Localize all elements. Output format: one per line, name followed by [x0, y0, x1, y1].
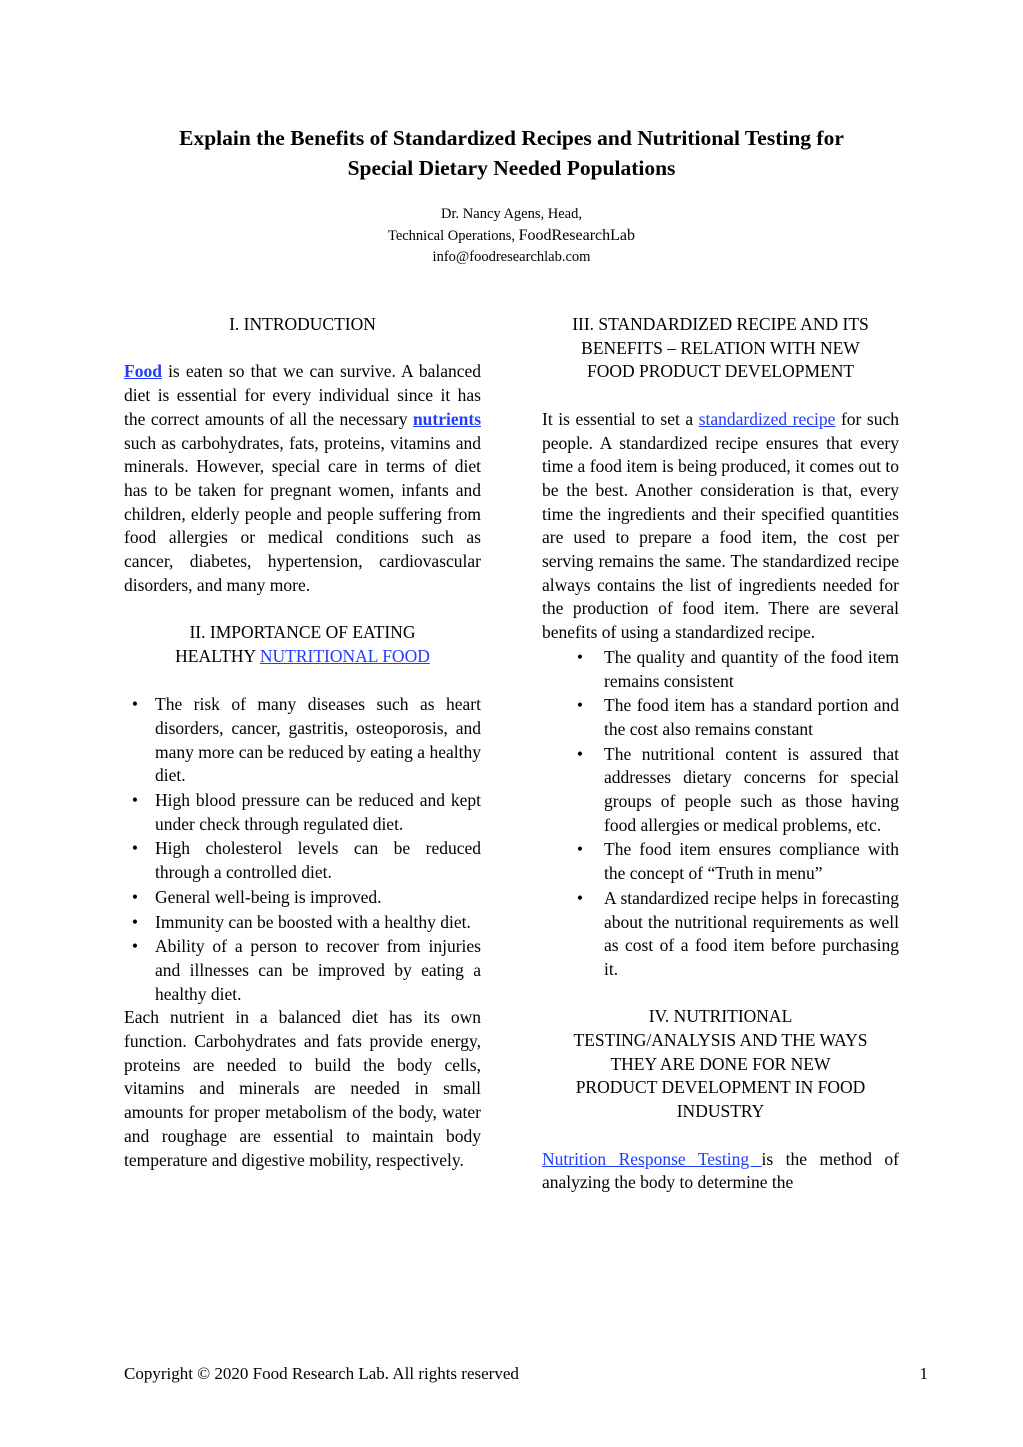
author-org: FoodResearchLab — [518, 227, 636, 244]
bullet-icon: • — [131, 790, 139, 811]
nutrition-response-testing-link[interactable]: Nutrition Response Testing — [542, 1148, 762, 1169]
testing-heading-line-3: THEY ARE DONE FOR NEW — [610, 1053, 831, 1074]
standardized-recipe-link[interactable]: standardized recipe — [698, 408, 836, 429]
list-item: • Immunity can be boosted with a healthy diet. — [124, 911, 481, 935]
section-heading-standardized-recipe — [542, 313, 899, 384]
list-item: • The food item has a standard portion and the cost also remains constant — [542, 694, 899, 741]
document-title — [90, 123, 933, 183]
nutrients-link[interactable]: nutrients — [412, 408, 481, 429]
copyright-text: Copyright © 2020 Food Research Lab. All rights reserved — [124, 1364, 519, 1383]
importance-bullet-list — [124, 693, 481, 1006]
bullet-icon: • — [576, 743, 584, 764]
bullet-icon: • — [131, 936, 139, 957]
bullet-icon: • — [131, 911, 139, 932]
page-number: 1 — [919, 1364, 928, 1383]
standardized-text-1: It is essential to set a — [542, 408, 699, 429]
intro-text-2: such as carbohydrates, fats, proteins, vitamins and minerals. However, special care in terms of diet has to be taken for pregnant women, infants and children, elderly people and people suffering from food allergies or medical conditions such as cancer, diabetes, hypertension, cardiovascular disorders, and many more. — [124, 432, 481, 595]
author-block — [200, 204, 823, 268]
page-footer — [124, 1363, 928, 1385]
introduction-paragraph — [124, 360, 481, 597]
title-line-2: Special Dietary Needed Populations — [347, 156, 676, 180]
standardized-paragraph — [542, 408, 899, 645]
section-heading-introduction: I. INTRODUCTION — [229, 314, 376, 334]
list-item: • A standardized recipe helps in forecasting about the nutritional requirements as well as cost of a food item before purchasing it. — [542, 887, 899, 982]
list-item: • Ability of a person to recover from injuries and illnesses can be improved by eating a healthy diet. — [124, 935, 481, 1006]
testing-paragraph — [542, 1148, 899, 1195]
author-affiliation — [200, 225, 823, 247]
list-item: • General well-being is improved. — [124, 886, 481, 910]
author-role: Technical Operations, — [387, 228, 519, 244]
testing-heading-line-5: INDUSTRY — [676, 1101, 765, 1122]
list-item: • The quality and quantity of the food item remains consistent — [542, 646, 899, 693]
list-item: • The risk of many diseases such as heart disorders, cancer, gastritis, osteoporosis, and many more can be reduced by eating a healthy diet. — [124, 693, 481, 788]
benefits-bullet-list — [542, 646, 899, 982]
testing-heading-line-1: IV. NUTRITIONAL — [648, 1006, 793, 1027]
list-item: • High blood pressure can be reduced and kept under check through regulated diet. — [124, 789, 481, 836]
importance-heading-line-1: II. IMPORTANCE OF EATING — [189, 622, 416, 643]
author-name: Dr. Nancy Agens, Head, — [441, 206, 582, 222]
author-email: info@foodresearchlab.com — [432, 249, 591, 265]
bullet-icon: • — [576, 646, 584, 667]
testing-text: is the method of analyzing the body to determine the — [542, 1148, 899, 1193]
bullet-icon: • — [576, 839, 584, 860]
section-heading-nutritional-testing — [542, 1005, 899, 1124]
list-item: • High cholesterol levels can be reduced through a controlled diet. — [124, 837, 481, 884]
testing-heading-line-4: PRODUCT DEVELOPMENT IN FOOD — [575, 1077, 866, 1098]
title-line-1: Explain the Benefits of Standardized Recipes and Nutritional Testing for — [179, 126, 844, 150]
bullet-icon: • — [131, 694, 139, 715]
standardized-heading-line-3: FOOD PRODUCT DEVELOPMENT — [586, 361, 855, 382]
right-column — [542, 313, 899, 1195]
bullet-icon: • — [576, 695, 584, 716]
list-item: • The food item ensures compliance with the concept of “Truth in menu” — [542, 838, 899, 885]
standardized-heading-line-1: III. STANDARDIZED RECIPE AND ITS — [572, 314, 869, 334]
section-heading-importance — [124, 621, 481, 668]
testing-heading-line-2: TESTING/ANALYSIS AND THE WAYS — [573, 1030, 868, 1051]
nutritional-food-link[interactable]: NUTRITIONAL FOOD — [259, 645, 430, 666]
nutrient-function-paragraph: Each nutrient in a balanced diet has its own function. Carbohydrates and fats provide energy, proteins are needed to build the body cells, vitamins and minerals are needed in small amounts for proper metabolism of the body, water and roughage are essential to maintain body temperature and digestive mobility, respectively. — [124, 1007, 481, 1170]
intro-text-1: is eaten so that we can survive. A balanced diet is essential for every individual since it has the correct amounts of all the necessary — [124, 361, 481, 429]
bullet-icon: • — [131, 886, 139, 907]
importance-heading-prefix: HEALTHY — [175, 645, 260, 666]
list-item: • The nutritional content is assured that addresses dietary concerns for special groups of people such as those having food allergies or medical problems, etc. — [542, 743, 899, 838]
bullet-icon: • — [576, 887, 584, 908]
food-link[interactable]: Food — [124, 361, 162, 382]
bullet-icon: • — [131, 838, 139, 859]
standardized-text-2: for such people. A standardized recipe ensures that every time a food item is being produced, it comes out to be the best. Another consideration is that, every time the ingredients and their specified quantities are used to prepare a food item, the cost per serving remains the same. The standardized recipe always contains the list of ingredients needed for the production of food item. There are several benefits of using a standardized recipe. — [542, 408, 899, 643]
standardized-heading-line-2: BENEFITS – RELATION WITH NEW — [581, 337, 860, 358]
left-column — [124, 313, 481, 1172]
